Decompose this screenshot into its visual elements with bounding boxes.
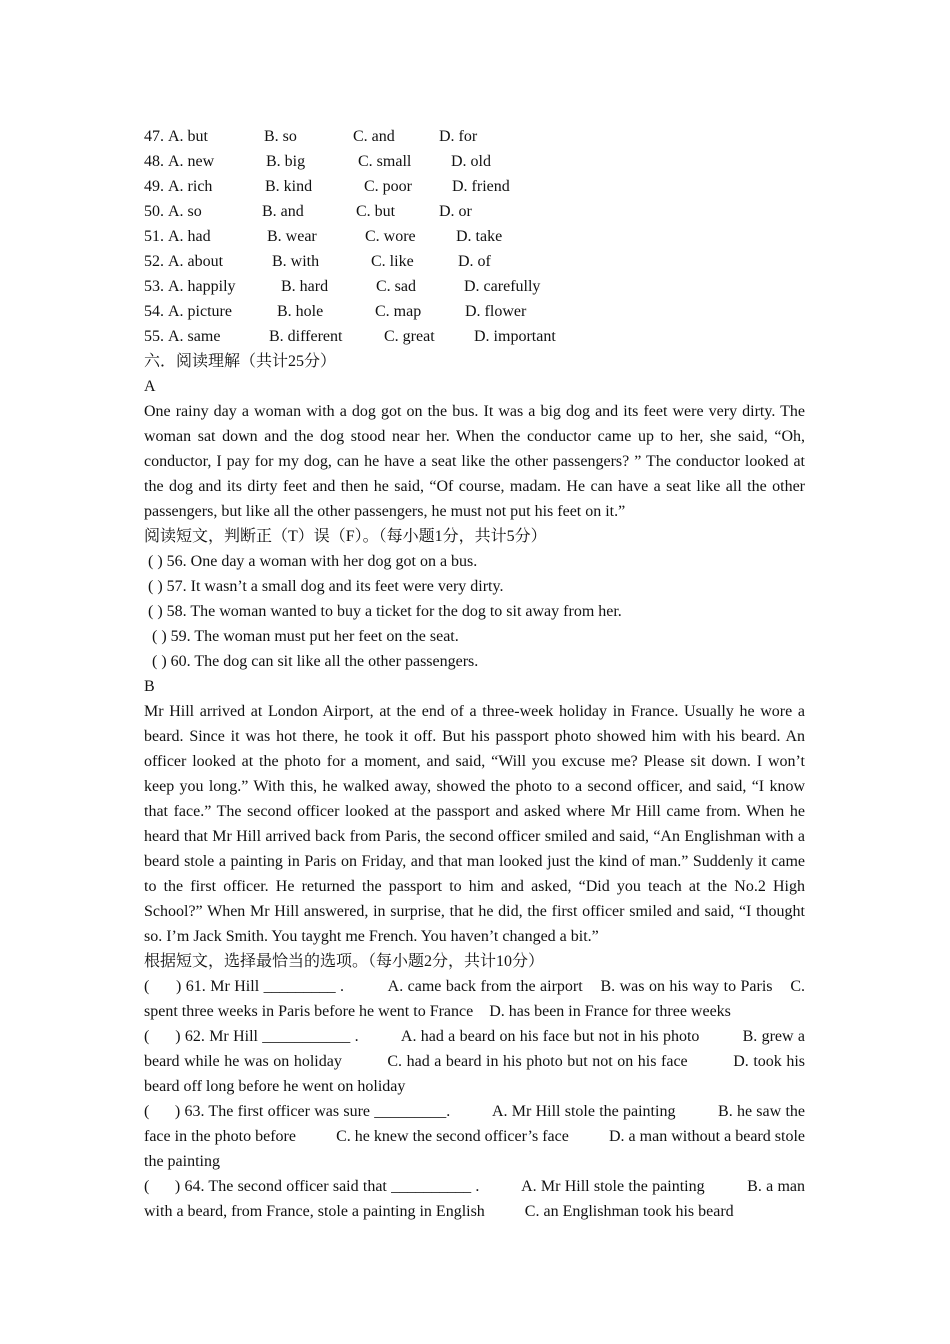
cloze-row	[144, 324, 805, 349]
option-b: B. so	[264, 128, 297, 145]
question-number: 48.	[144, 153, 164, 170]
passage-a-instruction: 阅读短文，判断正（T）误（F）。（每小题1分，共计5分）	[144, 528, 547, 545]
question-number: 54.	[144, 303, 164, 320]
mc-question: ( ) 61. Mr Hill _________ . A. came back from the airport B. was on his way to Paris C. spent three weeks in Paris before he went to France D. has been in France for three weeks	[144, 978, 809, 1020]
option-c: C. map	[375, 303, 422, 320]
option-c: C. but	[356, 203, 396, 220]
option-b: B. hole	[277, 303, 324, 320]
section-title: 六．阅读理解（共计25分）	[144, 353, 337, 370]
option-c: C. great	[384, 328, 435, 345]
question-number: 55.	[144, 328, 164, 345]
cloze-row	[144, 199, 805, 224]
option-d: D. take	[456, 228, 503, 245]
option-c: C. like	[371, 253, 414, 270]
option-b: B. big	[266, 153, 306, 170]
question-number: 49.	[144, 178, 164, 195]
cloze-row	[144, 274, 805, 299]
cloze-row	[144, 249, 805, 274]
tf-question: ( ) 59. The woman must put her feet on the seat.	[152, 628, 459, 645]
option-a: A. happily	[168, 278, 236, 295]
cloze-row	[144, 124, 805, 149]
cloze-row	[144, 149, 805, 174]
tf-question: ( ) 60. The dog can sit like all the other passengers.	[152, 653, 479, 670]
option-a: A. so	[168, 203, 202, 220]
option-d: D. or	[439, 203, 472, 220]
mc-question: ( ) 64. The second officer said that __________ . A. Mr Hill stole the painting B. a man with a beard, from France, stole a painting in English C. an Englishman took his beard	[144, 1178, 809, 1220]
cloze-row	[144, 174, 805, 199]
option-c: C. wore	[365, 228, 416, 245]
cloze-options	[144, 124, 805, 349]
passage-b-text: Mr Hill arrived at London Airport, at the end of a three-week holiday in France. Usually he wore a beard. Since it was hot there, he took it off. But his passport photo showed him with his beard. An officer looked at the photo for a moment, and said, “Will you excuse me? Please sit down. I won’t keep you long.” With this, he walked away, showed the photo to a second officer, and said, “I know that face.” The second officer looked at the passport and asked where Mr Hill came from. When he heard that Mr Hill arrived back from Paris, the second officer smiled and said, “An Englishman with a beard stole a painting in Paris on Friday, and that man looked just the kind of man.” Suddenly it came to the first officer. He returned the passport to him and asked, “Did you teach at the No.2 High School?” When Mr Hill answered, in surprise, that he did, the first officer smiled and said, “I thought so. I’m Jack Smith. You tayght me French. You haven’t changed a bit.”	[144, 703, 805, 945]
option-d: D. old	[451, 153, 491, 170]
question-number: 53.	[144, 278, 164, 295]
option-c: C. and	[353, 128, 395, 145]
question-number: 51.	[144, 228, 164, 245]
mc-question: ( ) 63. The first officer was sure _________. A. Mr Hill stole the painting B. he saw the face in the photo before C. he knew the second officer’s face D. a man without a beard stole the painting	[144, 1103, 809, 1170]
option-d: D. of	[458, 253, 491, 270]
option-a: A. but	[168, 128, 208, 145]
passage-b-instruction: 根据短文，选择最恰当的选项。（每小题2分，共计10分）	[144, 953, 545, 970]
option-b: B. wear	[267, 228, 317, 245]
cloze-row	[144, 299, 805, 324]
passage-a-label: A	[144, 378, 156, 395]
mc-question: ( ) 62. Mr Hill ___________ . A. had a beard on his face but not in his photo B. grew a beard while he was on holiday C. had a beard in his photo but not on his face D. took his beard off long before he went on holiday	[144, 1028, 809, 1095]
option-b: B. kind	[265, 178, 313, 195]
exam-content	[144, 124, 809, 1224]
option-d: D. for	[439, 128, 478, 145]
question-number: 47.	[144, 128, 164, 145]
option-c: C. sad	[376, 278, 416, 295]
option-a: A. about	[168, 253, 224, 270]
option-a: A. had	[168, 228, 211, 245]
tf-question: ( ) 58. The woman wanted to buy a ticket for the dog to sit away from her.	[148, 603, 622, 620]
option-c: C. poor	[364, 178, 412, 195]
option-d: D. friend	[452, 178, 510, 195]
option-b: B. and	[262, 203, 304, 220]
tf-question: ( ) 56. One day a woman with her dog got on a bus.	[148, 553, 478, 570]
option-d: D. carefully	[464, 278, 541, 295]
tf-question: ( ) 57. It wasn’t a small dog and its feet were very dirty.	[148, 578, 504, 595]
question-number: 50.	[144, 203, 164, 220]
question-number: 52.	[144, 253, 164, 270]
option-b: B. different	[269, 328, 343, 345]
option-c: C. small	[358, 153, 412, 170]
option-a: A. picture	[168, 303, 232, 320]
option-b: B. with	[272, 253, 320, 270]
cloze-row	[144, 224, 805, 249]
passage-a-text: One rainy day a woman with a dog got on the bus. It was a big dog and its feet were very dirty. The woman sat down and the dog stood near her. When the conductor came up to her, she said, “Oh, conductor, I pay for my dog, can he have a seat like the other passengers? ” The conductor looked at the dog and its dirty feet and then he said, “Of course, madam. He can have a seat like all the other passengers, but like all the other passengers, he must not put his feet on it.”	[144, 403, 805, 520]
passage-b-label: B	[144, 678, 155, 695]
option-b: B. hard	[281, 278, 329, 295]
option-a: A. new	[168, 153, 215, 170]
option-d: D. flower	[465, 303, 527, 320]
option-a: A. rich	[168, 178, 213, 195]
option-d: D. important	[474, 328, 556, 345]
option-a: A. same	[168, 328, 221, 345]
